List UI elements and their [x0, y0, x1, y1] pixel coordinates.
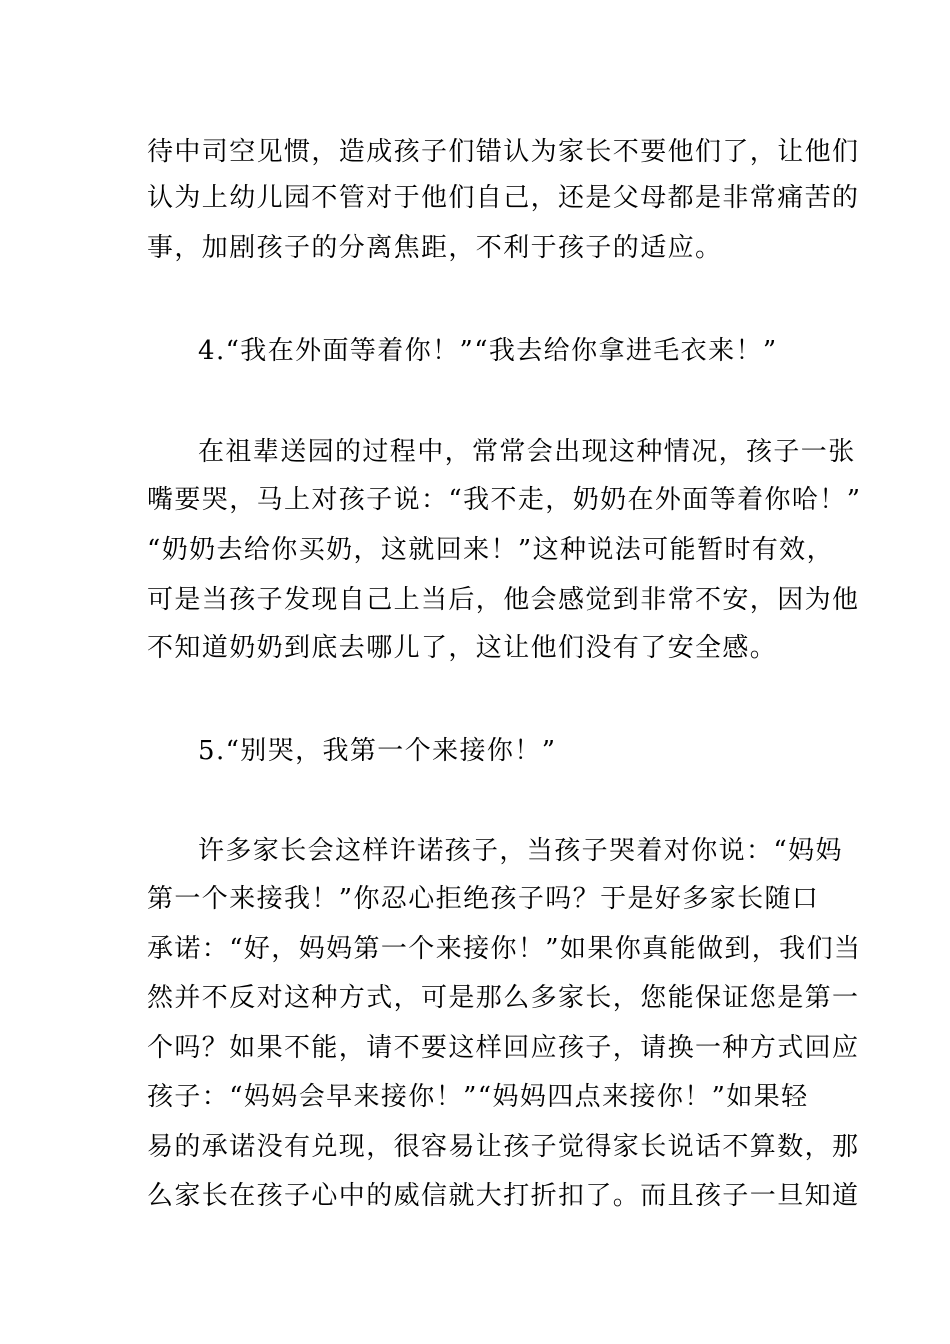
- text-line: 事，加剧孩子的分离焦距，不利于孩子的适应。: [147, 233, 723, 263]
- section-heading: 5.“别哭，我第一个来接你！”: [198, 736, 557, 766]
- section-heading: 4.“我在外面等着你！”“我去给你拿进毛衣来！”: [198, 336, 778, 366]
- text-line: 易的承诺没有兑现，很容易让孩子觉得家长说话不算数，那: [147, 1132, 860, 1162]
- text-line: 认为上幼儿园不管对于他们自己，还是父母都是非常痛苦的: [147, 183, 860, 213]
- text-line: 许多家长会这样许诺孩子，当孩子哭着对你说：“妈妈: [198, 836, 843, 866]
- text-line: 第一个来接我！”你忍心拒绝孩子吗？于是好多家长随口: [147, 884, 820, 914]
- text-line: 个吗？如果不能，请不要这样回应孩子，请换一种方式回应: [147, 1033, 860, 1063]
- text-line: “奶奶去给你买奶，这就回来！”这种说法可能暂时有效，: [147, 535, 834, 565]
- text-line: 嘴要哭，马上对孩子说：“我不走，奶奶在外面等着你哈！”: [147, 485, 862, 515]
- text-line: 么家长在孩子心中的威信就大打折扣了。而且孩子一旦知道: [147, 1181, 860, 1211]
- text-line: 孩子：“妈妈会早来接你！”“妈妈四点来接你！”如果轻: [147, 1082, 809, 1112]
- text-line: 承诺：“好，妈妈第一个来接你！”如果你真能做到，我们当: [147, 934, 862, 964]
- text-line: 然并不反对这种方式，可是那么多家长，您能保证您是第一: [147, 983, 860, 1013]
- text-line: 可是当孩子发现自己上当后，他会感觉到非常不安，因为他: [147, 585, 860, 615]
- text-line: 待中司空见惯，造成孩子们错认为家长不要他们了，让他们: [147, 137, 860, 167]
- text-line: 在祖辈送园的过程中，常常会出现这种情况，孩子一张: [198, 437, 856, 467]
- text-line: 不知道奶奶到底去哪儿了，这让他们没有了安全感。: [147, 633, 778, 663]
